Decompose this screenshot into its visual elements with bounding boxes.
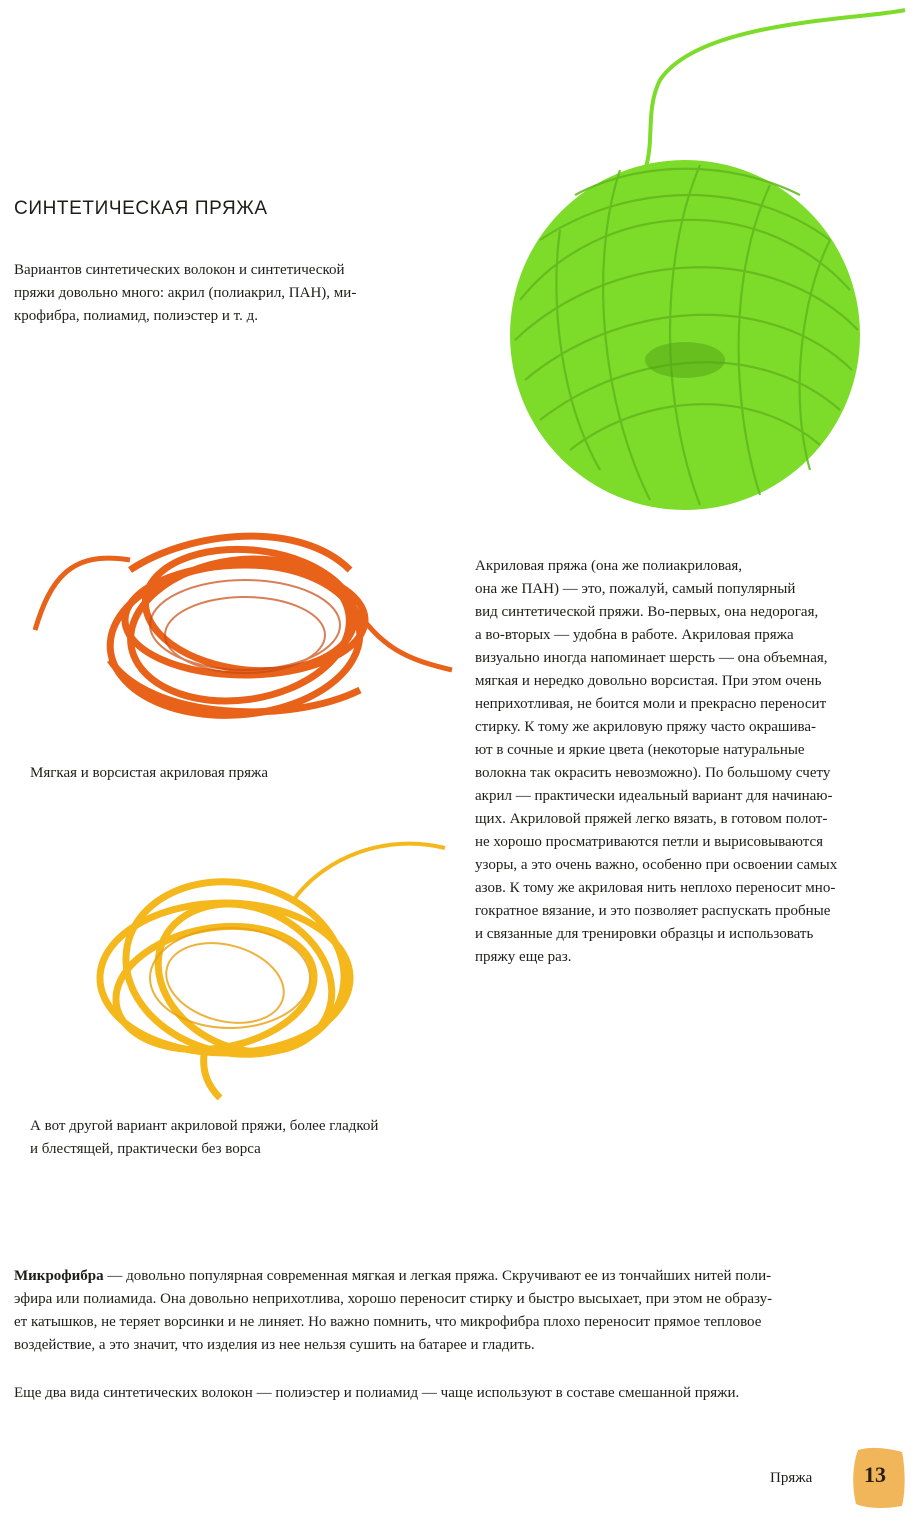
microfiber-text: — довольно популярная современная мягкая и легкая пряжа. Скручивают ее из тончайших нитей поли- эфира или полиамида. Она довольно неприхотлива, хорошо переносит стирку и быстро высыхает, при этом не образу- ет катышков, не теряет ворсинки и не линяет. Но важно помнить, что микрофибра плохо переносит прямое тепловое воздействие, а это значит, что изделия из нее нельзя сушить на батарее и гладить.	[14, 1268, 773, 1353]
intro-paragraph: Вариантов синтетических волокон и синтетической пряжи довольно много: акрил (полиакрил, ПАН), ми- крофибра, полиамид, полиэстер и т. д.	[14, 262, 357, 324]
microfiber-paragraph	[14, 1265, 914, 1357]
microfiber-term: Микрофибра	[14, 1268, 104, 1284]
yellow-yarn-caption: А вот другой вариант акриловой пряжи, более гладкой и блестящей, практически без ворса	[30, 1118, 379, 1157]
footer-section-label: Пряжа	[770, 1470, 813, 1486]
orange-yarn-image	[30, 510, 455, 750]
orange-yarn-caption: Мягкая и ворсистая акриловая пряжа	[30, 765, 269, 781]
other-fibers-paragraph: Еще два вида синтетических волокон — полиэстер и полиамид — чаще используют в составе смешанной пряжи.	[14, 1385, 740, 1401]
yellow-yarn-image	[85, 828, 455, 1103]
page-number: 13	[864, 1462, 886, 1487]
acrylic-paragraph: Акриловая пряжа (она же полиакриловая, она же ПАН) — это, пожалуй, самый популярный вид синтетической пряжи. Во-первых, она недорогая, а во-вторых — удобна в работе. Акриловая пряжа визуально иногда напоминает шерсть — она объемная, мягкая и нередко довольно ворсистая. При этом очень неприхотливая, не боится моли и прекрасно переносит стирку. К тому же акриловую пряжу часто окрашива- ют в сочные и яркие цвета (некоторые натуральные волокна так окрасить невозможно). По большому счету акрил — практически идеальный вариант для начинаю- щих. Акриловой пряжей легко вязать, в готовом полот- не хорошо просматриваются петли и вырисовываются узоры, а это очень важно, особенно при освоении самых азов. К тому же акриловая нить неплохо переносит мно- гократное вязание, и это позволяет распускать пробные и связанные для тренировки образцы и использовать пряжу еще раз.	[475, 558, 838, 965]
green-yarn-ball-image	[480, 0, 910, 500]
section-heading: СИНТЕТИЧЕСКАЯ ПРЯЖА	[14, 198, 268, 219]
